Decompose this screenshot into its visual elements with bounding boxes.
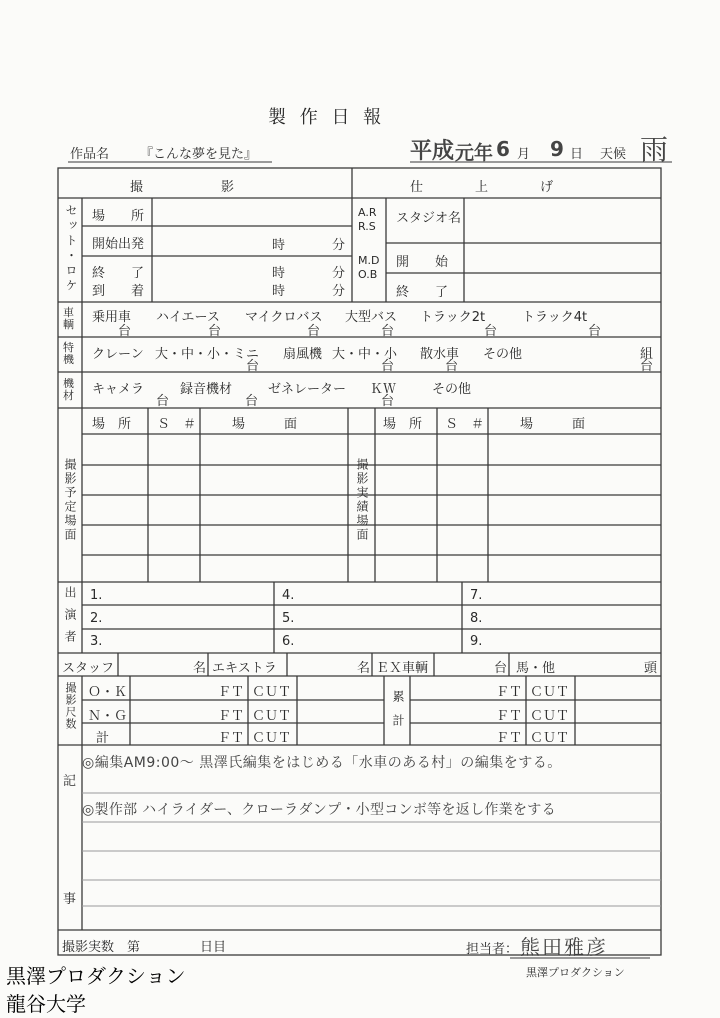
- special-other-label: その他: [483, 347, 523, 362]
- notes-line-2: ◎製作部 ハイライダー、クローラダンプ・小型コンボ等を返し作業をする: [82, 802, 556, 818]
- generator-label: ゼネレーター: [268, 382, 347, 397]
- cast-number-6: 6.: [282, 634, 295, 649]
- cum-cut-3: ＣＵＴ: [530, 731, 570, 746]
- arrive-label: 到 着: [92, 284, 145, 299]
- actual-snum-header: Ｓ ＃: [445, 417, 485, 432]
- person-label: 担当者：: [466, 942, 519, 957]
- total-label: 計: [96, 731, 110, 746]
- actual-place-header: 場 所: [383, 417, 423, 432]
- page-title: 製 作 日 報: [268, 107, 386, 128]
- actual-scene-header: 場 面: [520, 417, 586, 432]
- finish-ob: O.B: [358, 268, 378, 281]
- end-label: 終 了: [92, 266, 145, 281]
- staff-name-unit: 名: [193, 661, 207, 676]
- depart-hour: 時: [272, 238, 286, 253]
- extra-name-unit: 名: [357, 661, 371, 676]
- finish-ar: A.R: [358, 206, 377, 219]
- cast-number-5: 5.: [282, 611, 295, 626]
- notes-label-ji: 事: [63, 892, 77, 907]
- vehicle-hiace: ハイエース: [156, 310, 220, 325]
- ok-ft: ＦＴ: [218, 685, 245, 700]
- finish-start-label: 開 始: [396, 255, 449, 270]
- shooting-days-label: 撮影実数 第: [62, 940, 141, 955]
- arrive-hour: 時: [272, 284, 286, 299]
- shooting-days-suffix: 日目: [200, 940, 227, 955]
- date-era-handwritten: 平成: [410, 139, 455, 164]
- vehicle-unit: 台: [381, 324, 395, 339]
- crane-label: クレーン: [92, 347, 144, 362]
- arrive-minute: 分: [332, 284, 346, 299]
- vehicle-unit: 台: [118, 324, 132, 339]
- cast-number-2: 2.: [90, 611, 103, 626]
- equipment-label: 機材: [63, 377, 74, 402]
- water-truck-label: 散水車: [420, 347, 460, 362]
- vehicle-unit: 台: [208, 324, 222, 339]
- end-hour: 時: [272, 266, 286, 281]
- ng-label: Ｎ・Ｇ: [88, 709, 128, 724]
- ng-cut: ＣＵＴ: [252, 709, 292, 724]
- place-label: 場 所: [92, 209, 145, 224]
- finish-md: M.D: [358, 254, 380, 267]
- work-label: 作品名: [70, 147, 110, 162]
- audio-label: 録音機材: [180, 382, 233, 397]
- cum-ft-1: ＦＴ: [496, 685, 523, 700]
- horse-unit: 頭: [644, 661, 658, 676]
- cast-number-3: 3.: [90, 634, 103, 649]
- fan-sizes: 大・中・小: [332, 347, 398, 362]
- cast-number-4: 4.: [282, 588, 295, 603]
- work-title: 『こんな夢を見た』: [140, 147, 258, 162]
- staff-label: スタッフ: [62, 661, 115, 676]
- total-ft: ＦＴ: [218, 731, 245, 746]
- kw-label: ＫＷ: [370, 382, 397, 397]
- date-day: 9: [550, 137, 564, 161]
- set-location-label: セット・ロケ: [64, 204, 78, 294]
- ok-cut: ＣＵＴ: [252, 685, 292, 700]
- camera-unit: 台: [156, 394, 170, 409]
- company-name: 黒澤プロダクション: [526, 966, 625, 979]
- header-shooting: 撮 影: [130, 180, 235, 195]
- planned-place-header: 場 所: [92, 417, 132, 432]
- date-era-suffix: 元年: [455, 142, 494, 164]
- planned-scenes-label: 撮影予定場面: [63, 458, 77, 542]
- vehicle-truck2t: トラック2t: [420, 310, 486, 325]
- extra-label: エキストラ: [212, 661, 277, 676]
- vehicle-unit: 台: [588, 324, 602, 339]
- weather-label: 天候: [600, 147, 627, 162]
- crane-unit: 台: [246, 359, 260, 374]
- kw-unit: 台: [381, 394, 395, 409]
- cast-label: 出演者: [63, 586, 77, 652]
- vehicle-microbus: マイクロバス: [245, 310, 323, 325]
- header-finishing: 仕 上 げ: [410, 180, 554, 195]
- depart-minute: 分: [332, 238, 346, 253]
- cum-cut-2: ＣＵＴ: [530, 709, 570, 724]
- watermark-line-1: 黒澤プロダクション: [6, 964, 186, 988]
- cast-number-1: 1.: [90, 588, 103, 603]
- vehicle-unit: 台: [484, 324, 498, 339]
- film-length-label: 撮影尺数: [64, 682, 77, 730]
- cast-number-7: 7.: [470, 588, 483, 603]
- fan-unit: 台: [381, 359, 395, 374]
- date-month: 6: [496, 137, 510, 161]
- vehicles-label: 車輌: [63, 306, 74, 331]
- ok-label: Ｏ・Ｋ: [88, 685, 128, 700]
- ng-ft: ＦＴ: [218, 709, 245, 724]
- actual-scenes-label: 撮影実績場面: [355, 458, 369, 542]
- studio-label: スタジオ名: [396, 211, 462, 226]
- crane-sizes: 大・中・小・ミニ: [155, 347, 260, 362]
- audio-unit: 台: [245, 394, 259, 409]
- ex-vehicle-unit: 台: [494, 661, 508, 676]
- finish-end-label: 終 了: [396, 285, 449, 300]
- cast-number-9: 9.: [470, 634, 483, 649]
- planned-snum-header: Ｓ ＃: [157, 417, 197, 432]
- person-handwritten: 熊田雅彦: [520, 935, 608, 959]
- date-day-label: 日: [570, 147, 584, 162]
- total-cut: ＣＵＴ: [252, 731, 292, 746]
- vehicle-unit: 台: [307, 324, 321, 339]
- vehicle-bus: 大型バス: [345, 310, 398, 325]
- cum-ft-3: ＦＴ: [496, 731, 523, 746]
- depart-label: 開始出発: [92, 237, 145, 252]
- special-other-unit: 台: [640, 359, 654, 374]
- ex-vehicle-label: ＥＸ車輌: [376, 661, 429, 676]
- cum-cut-1: ＣＵＴ: [530, 685, 570, 700]
- finish-rs: R.S: [358, 220, 376, 233]
- cum-ft-2: ＦＴ: [496, 709, 523, 724]
- special-label: 特機: [63, 341, 74, 366]
- notes-line-1: ◎編集AM9:00〜 黒澤氏編集をはじめる「水車のある村」の編集をする。: [82, 755, 562, 771]
- notes-label-ki: 記: [63, 774, 77, 789]
- cast-number-8: 8.: [470, 611, 483, 626]
- special-set-unit: 組: [640, 347, 654, 362]
- fan-label: 扇風機: [283, 347, 323, 362]
- horse-label: 馬・他: [516, 661, 556, 676]
- watermark-line-2: 龍谷大学: [6, 992, 86, 1016]
- planned-scene-header: 場 面: [232, 417, 298, 432]
- date-month-label: 月: [517, 147, 531, 162]
- equipment-other-label: その他: [432, 382, 472, 397]
- end-minute: 分: [332, 266, 346, 281]
- vehicle-sedan: 乗用車: [92, 310, 132, 325]
- weather-handwritten: 雨: [640, 133, 669, 166]
- water-truck-unit: 台: [445, 359, 459, 374]
- camera-label: キャメラ: [92, 382, 145, 397]
- vehicle-truck4t: トラック4t: [522, 310, 588, 325]
- cumulative-label: 累計: [391, 690, 405, 738]
